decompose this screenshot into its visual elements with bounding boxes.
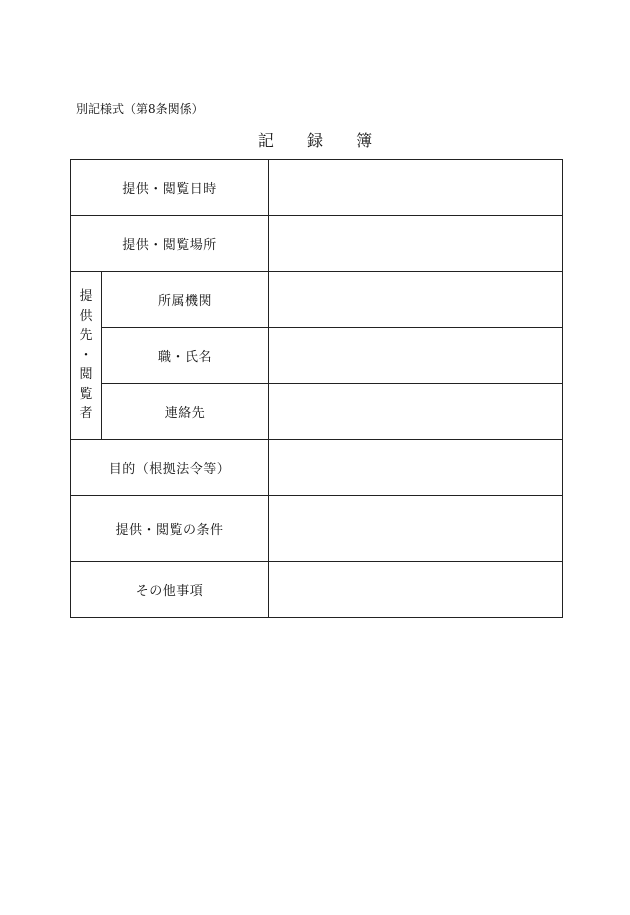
table-row [71, 272, 563, 328]
row-label-provision-datetime: 提供・閲覧日時 [71, 160, 269, 216]
row-label-affiliation: 所属機関 [102, 272, 269, 328]
row-label-position-name: 職・氏名 [102, 328, 269, 384]
table-row [71, 496, 563, 562]
record-table [70, 159, 563, 618]
group-label-char: 者 [79, 406, 93, 422]
group-label-char: 閲 [79, 367, 93, 383]
value-cell-conditions[interactable] [269, 496, 563, 562]
row-label-contact: 連絡先 [102, 384, 269, 440]
value-cell-position-name[interactable] [269, 328, 563, 384]
value-cell-contact[interactable] [269, 384, 563, 440]
row-label-provision-place: 提供・閲覧場所 [71, 216, 269, 272]
table-row [71, 328, 563, 384]
table-row [71, 562, 563, 618]
group-label-char: 提 [79, 289, 93, 305]
value-cell-affiliation[interactable] [269, 272, 563, 328]
value-cell-provision-place[interactable] [269, 216, 563, 272]
value-cell-other[interactable] [269, 562, 563, 618]
table-row [71, 384, 563, 440]
page-title: 記 録 簿 [257, 131, 387, 150]
table-row [71, 216, 563, 272]
row-label-conditions: 提供・閲覧の条件 [71, 496, 269, 562]
table-row [71, 440, 563, 496]
group-label-char: ・ [79, 347, 93, 363]
group-label-char: 先 [79, 328, 93, 344]
value-cell-purpose[interactable] [269, 440, 563, 496]
form-caption: 別記様式（第8条関係） [76, 102, 204, 116]
table-row [71, 160, 563, 216]
group-label-char: 覧 [79, 386, 93, 402]
group-label-recipient [71, 272, 102, 440]
value-cell-provision-datetime[interactable] [269, 160, 563, 216]
row-label-purpose: 目的（根拠法令等） [71, 440, 269, 496]
row-label-other: その他事項 [71, 562, 269, 618]
group-label-char: 供 [79, 308, 93, 324]
